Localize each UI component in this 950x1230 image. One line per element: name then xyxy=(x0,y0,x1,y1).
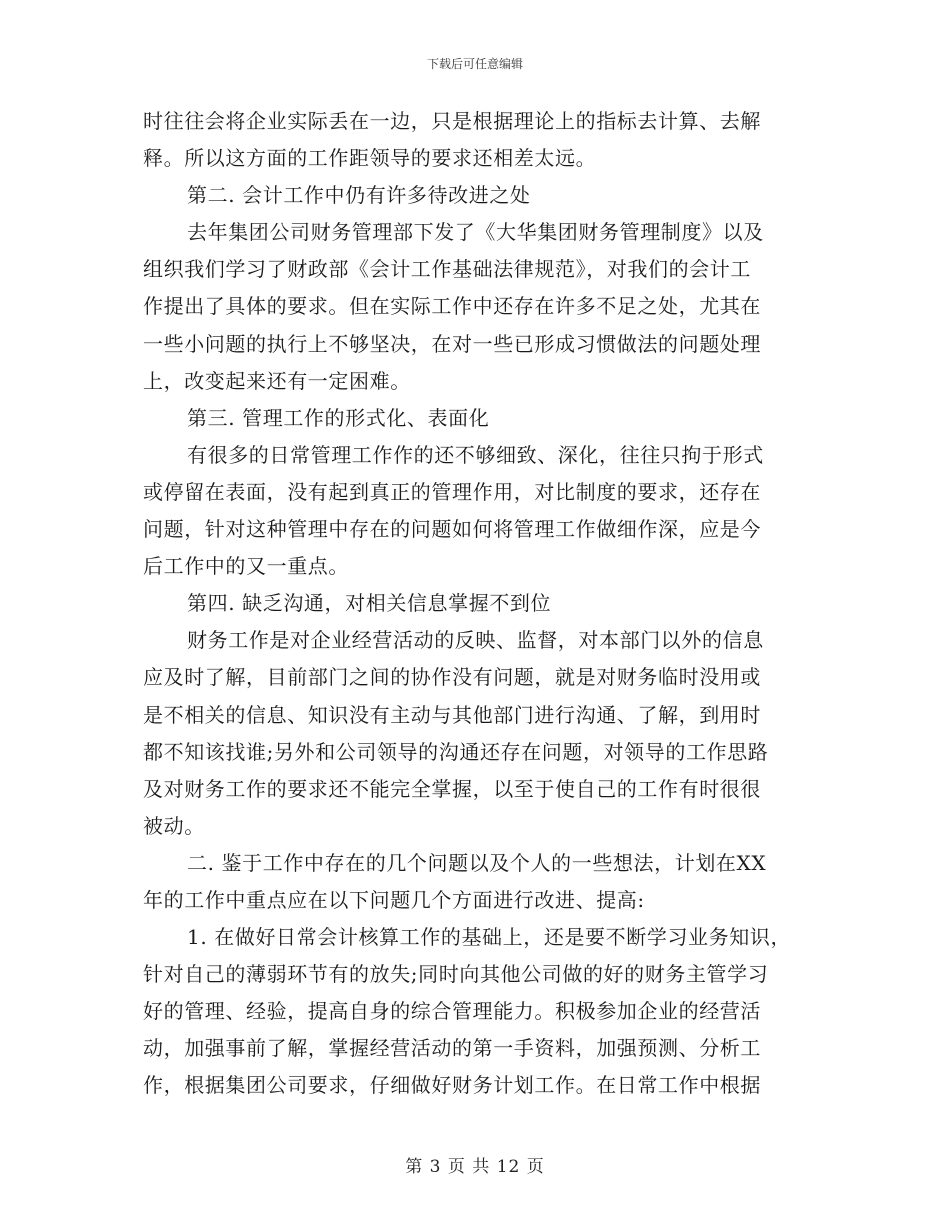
text-line: 1. 在做好日常会计核算工作的基础上，还是要不断学习业务知识， xyxy=(187,925,792,950)
text-line: 后工作中的又一重点。 xyxy=(143,554,349,579)
text-line: 财务工作是对企业经营活动的反映、监督，对本部门以外的信息 xyxy=(187,628,764,653)
text-line: 第二. 会计工作中仍有许多待改进之处 xyxy=(187,183,531,208)
page-number-footer: 第 3 页 共 12 页 xyxy=(405,1157,545,1177)
text-line: 一些小问题的执行上不够坚决，在对一些已形成习惯做法的问题处理 xyxy=(143,331,761,356)
text-line: 是不相关的信息、知识没有主动与其他部门进行沟通、了解，到用时 xyxy=(143,702,761,727)
text-line: 组织我们学习了财政部《会计工作基础法律规范》，对我们的会计工 xyxy=(143,257,751,282)
text-line: 或停留在表面，没有起到真正的管理作用，对比制度的要求，还存在 xyxy=(143,479,761,504)
text-line: 释。所以这方面的工作距领导的要求还相差太远。 xyxy=(143,146,597,171)
text-line: 问题，针对这种管理中存在的问题如何将管理工作做细作深，应是今 xyxy=(143,517,761,542)
text-line: 及对财务工作的要求还不能完全掌握，以至于使自己的工作有时很很 xyxy=(143,776,761,801)
text-line: 应及时了解，目前部门之间的协作没有问题，就是对财务临时没用或 xyxy=(143,665,761,690)
document-body xyxy=(143,103,815,1105)
text-line: 动，加强事前了解，掌握经营活动的第一手资料，加强预测、分析工 xyxy=(143,1036,761,1061)
text-line: 上，改变起来还有一定困难。 xyxy=(143,368,411,393)
text-line: 好的管理、经验，提高自身的综合管理能力。积极参加企业的经营活 xyxy=(143,999,761,1024)
text-line: 有很多的日常管理工作作的还不够细致、深化，往往只拘于形式 xyxy=(187,442,764,467)
text-line: 针对自己的薄弱环节有的放失;同时向其他公司做的好的财务主管学习 xyxy=(143,962,769,987)
text-line: 作提出了具体的要求。但在实际工作中还存在许多不足之处，尤其在 xyxy=(143,294,761,319)
text-line: 被动。 xyxy=(143,813,205,838)
text-line: 作，根据集团公司要求，仔细做好财务计划工作。在日常工作中根据 xyxy=(143,1073,761,1098)
text-line: 去年集团公司财务管理部下发了《大华集团财务管理制度》以及 xyxy=(187,220,764,245)
text-line: 都不知该找谁;另外和公司领导的沟通还存在问题，对领导的工作思路 xyxy=(143,739,769,764)
text-line: 第三. 管理工作的形式化、表面化 xyxy=(187,405,490,430)
text-line: 时往往会将企业实际丢在一边，只是根据理论上的指标去计算、去解 xyxy=(143,109,761,133)
page-header-note: 下载后可任意编辑 xyxy=(426,57,523,71)
text-line: 第四. 缺乏沟通，对相关信息掌握不到位 xyxy=(187,591,552,616)
text-line: 二. 鉴于工作中存在的几个问题以及个人的一些想法，计划在XX xyxy=(187,850,767,875)
text-line: 年的工作中重点应在以下问题几个方面进行改进、提高: xyxy=(143,887,645,912)
